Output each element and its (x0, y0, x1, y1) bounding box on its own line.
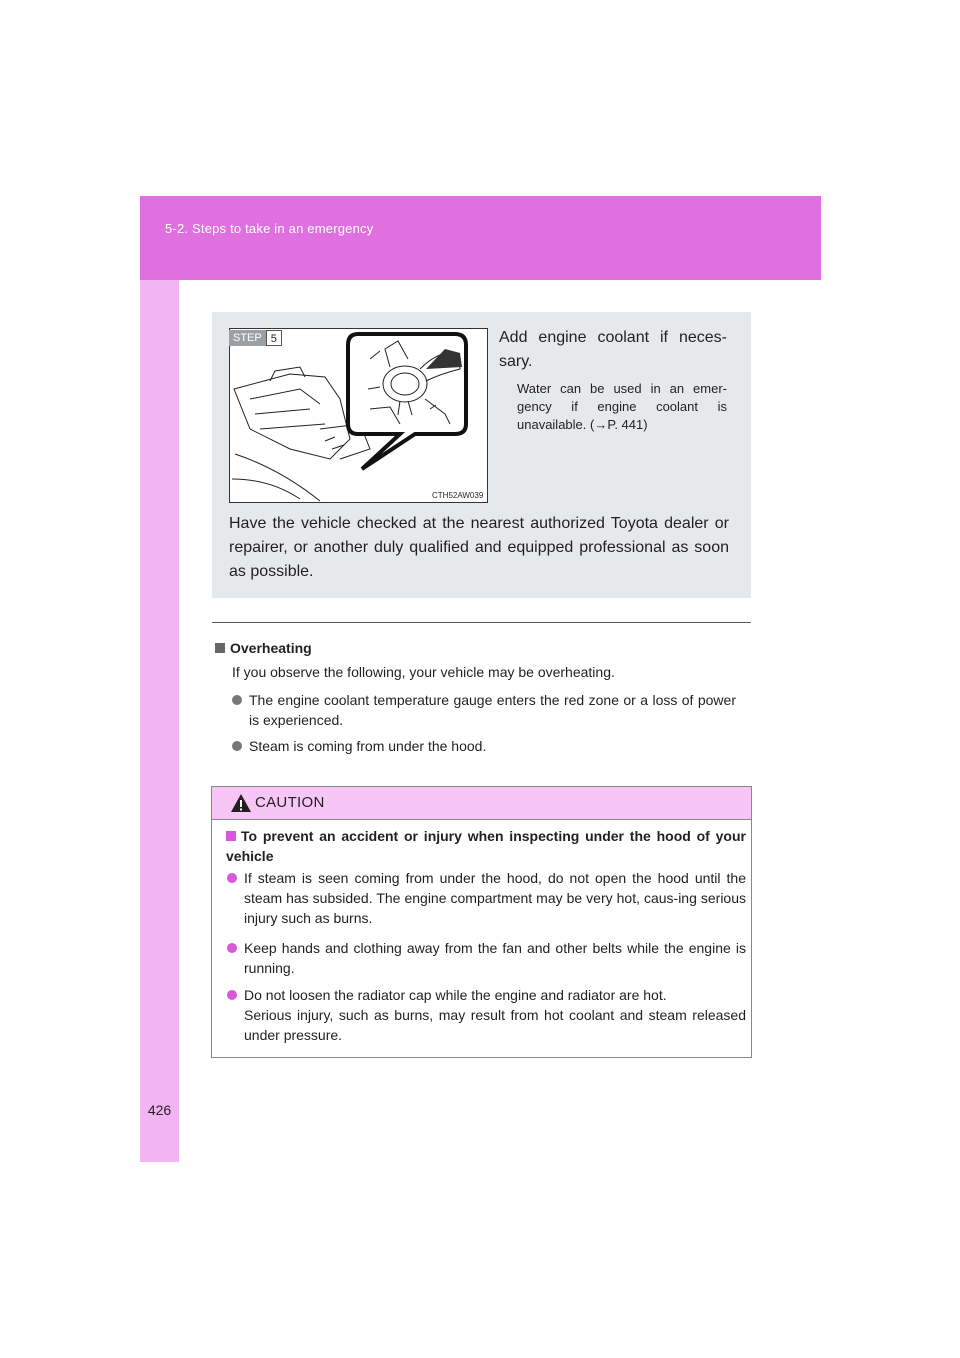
list-item: Keep hands and clothing away from the fan and other belts while the engine is running. (244, 938, 746, 978)
engine-coolant-illustration (229, 328, 488, 503)
step-instruction: Add engine coolant if neces-sary. (499, 329, 727, 370)
list-item: Steam is coming from under the hood. (249, 736, 736, 756)
figure-code: CTH52AW039 (432, 491, 484, 500)
step-number: 5 (266, 330, 282, 346)
square-bullet-icon (215, 643, 225, 653)
list-item: Do not loosen the radiator cap while the engine and radiator are hot. (244, 985, 746, 1005)
caution-continuation: Serious injury, such as burns, may result from hot coolant and steam released under pressure. (244, 1007, 746, 1043)
caution-box (211, 786, 752, 1058)
step-badge (229, 330, 282, 346)
bullet-dot-icon (227, 990, 237, 1000)
overheating-title: Overheating (230, 640, 312, 656)
bullet-dot-icon (232, 741, 242, 751)
warning-triangle-icon (230, 793, 252, 813)
bullet-dot-icon (227, 873, 237, 883)
section-title: 5-2. Steps to take in an emergency (165, 221, 374, 236)
page-number: 426 (147, 1102, 172, 1118)
header-bar (140, 196, 821, 280)
step-followup: Have the vehicle checked at the nearest authorized Toyota dealer or repairer, or another duly qualified and equipped professional as soon as possible. (229, 515, 729, 580)
caution-header (212, 787, 751, 820)
square-bullet-icon (226, 831, 236, 841)
section-divider (212, 622, 751, 623)
caution-label: CAUTION (255, 794, 325, 811)
overheating-intro: If you observe the following, your vehicle may be overheating. (232, 664, 615, 680)
step-note: Water can be used in an emer-gency if engine coolant is unavailable. (→P. 441) (517, 381, 727, 432)
bullet-dot-icon (227, 943, 237, 953)
overheating-heading (215, 640, 312, 656)
list-item: The engine coolant temperature gauge enters the red zone or a loss of power is experienced. (249, 690, 736, 730)
list-item: If steam is seen coming from under the hood, do not open the hood until the steam has subsided. The engine compartment may be very hot, caus-ing serious injury such as burns. (244, 868, 746, 928)
caution-title: To prevent an accident or injury when inspecting under the hood of your vehicle (226, 828, 746, 864)
bullet-dot-icon (232, 695, 242, 705)
side-tab-strip (140, 280, 179, 1162)
step-label: STEP (229, 330, 266, 346)
